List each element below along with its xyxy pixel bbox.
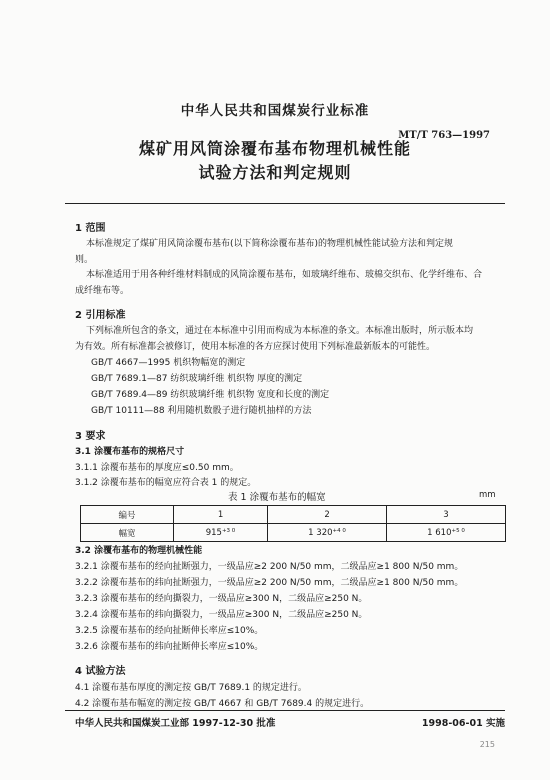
clause-item: 3.2.6 涂覆布基布的纬向扯断伸长率应≤10%。 — [75, 642, 264, 652]
width-value: 1 320 — [308, 527, 333, 538]
table-header-cell: 3 — [387, 506, 506, 524]
table-cell — [387, 524, 506, 542]
section-1-para2-line1: 本标准适用于用各种纤维材料制成的风筒涂覆布基布，如玻璃纤维布、玻棉交织布、化学纤维布、合 — [86, 270, 483, 280]
reference-standard: GB/T 4667—1995 机织物幅宽的测定 — [91, 358, 246, 368]
section-1-para2-line2: 成纤维布等。 — [75, 286, 130, 296]
table-row — [81, 506, 506, 524]
approval-line: 中华人民共和国煤炭工业部 1997-12-30 批准 — [75, 718, 276, 729]
width-tolerance: +4 0 — [332, 527, 346, 534]
reference-standard: GB/T 10111—88 利用随机数骰子进行随机抽样的方法 — [91, 406, 312, 416]
industry-standard-header: 中华人民共和国煤炭行业标准 — [180, 103, 370, 119]
standard-number: MT/T 763—1997 — [398, 130, 490, 141]
table-cell — [174, 524, 268, 542]
clause-item: 3.2.4 涂覆布基布的纬向撕裂力，一级品应≥300 N，二级品应≥250 N。 — [75, 610, 368, 620]
section-1-heading: 1 范围 — [75, 223, 106, 234]
document-title-line1: 煤矿用风筒涂覆布基布物理机械性能 — [138, 139, 411, 158]
section-2-heading: 2 引用标准 — [75, 310, 126, 321]
width-value: 915 — [205, 527, 222, 538]
table-header-cell: 编号 — [81, 506, 174, 524]
clause-3-1-2: 3.1.2 涂覆布基布的幅宽应符合表 1 的规定。 — [75, 478, 257, 488]
footer-rule — [65, 710, 505, 711]
table-header-cell: 2 — [268, 506, 387, 524]
clause-item: 3.2.1 涂覆布基布的经向扯断强力，一级品应≥2 200 N/50 mm，二级品应≥1 800 N/50 mm。 — [75, 562, 464, 572]
clause-3-1-1: 3.1.1 涂覆布基布的厚度应≤0.50 mm。 — [75, 463, 239, 473]
section-2-para-line2: 为有效。所有标准都会被修订，使用本标准的各方应探讨使用下列标准最新版本的可能性。 — [75, 342, 436, 352]
section-4-heading: 4 试验方法 — [75, 666, 126, 677]
width-tolerance: +3 0 — [221, 527, 236, 534]
page-number: 215 — [479, 740, 495, 749]
clause-4-2: 4.2 涂覆布基布幅宽的测定按 GB/T 4667 和 GB/T 7689.4 的规定进行。 — [75, 699, 370, 709]
reference-standard: GB/T 7689.1—87 纺织玻璃纤维 机织物 厚度的测定 — [91, 374, 303, 384]
section-1-para1-line1: 本标准规定了煤矿用风筒涂覆布基布(以下简称涂覆布基布)的物理机械性能试验方法和判定规 — [86, 239, 454, 249]
section-2-para-line1: 下列标准所包含的条文，通过在本标准中引用而构成为本标准的条文。本标准出版时，所示版本均 — [86, 326, 474, 336]
width-tolerance: +5 0 — [451, 527, 465, 534]
section-3-heading: 3 要求 — [75, 431, 106, 442]
clause-item: 3.2.2 涂覆布基布的纬向扯断强力，一级品应≥2 200 N/50 mm，二级品应≥1 800 N/50 mm。 — [75, 578, 464, 588]
table-row-label: 幅宽 — [81, 524, 174, 542]
implementation-date: 1998-06-01 实施 — [421, 718, 505, 729]
table-1-caption: 表 1 涂覆布基布的幅宽 — [228, 492, 326, 503]
clause-3-1: 3.1 涂覆布基布的规格尺寸 — [75, 447, 185, 457]
clause-item: 3.2.3 涂覆布基布的经向撕裂力，一级品应≥300 N，二级品应≥250 N。 — [75, 594, 368, 604]
document-title-line2: 试验方法和判定规则 — [198, 163, 352, 182]
table-1-unit: mm — [479, 490, 496, 500]
width-value: 1 610 — [427, 527, 452, 538]
reference-standard: GB/T 7689.4—89 纺织玻璃纤维 机织物 宽度和长度的测定 — [91, 390, 330, 400]
table-cell — [268, 524, 387, 542]
clause-item: 3.2.5 涂覆布基布的经向扯断伸长率应≤10%。 — [75, 626, 264, 636]
header-rule — [65, 203, 505, 204]
table-1-widths — [80, 505, 506, 542]
clause-3-2: 3.2 涂覆布基布的物理机械性能 — [75, 546, 203, 556]
section-1-para1-line2: 则。 — [75, 255, 94, 265]
table-header-cell: 1 — [174, 506, 268, 524]
table-row — [81, 524, 506, 542]
clause-4-1: 4.1 涂覆布基布厚度的测定按 GB/T 7689.1 的规定进行。 — [75, 683, 307, 693]
